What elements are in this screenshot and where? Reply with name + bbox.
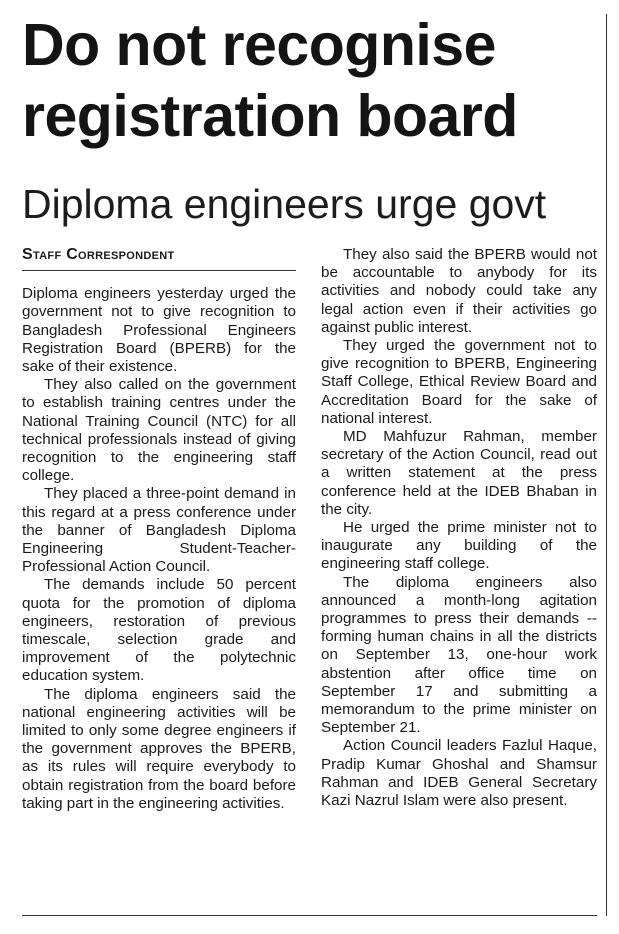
byline: Staff Correspondent — [22, 246, 296, 271]
paragraph: They placed a three-point demand in this regard at a press conference under the banner of Bangladesh Diploma Engineering Student-Teacher- Professional Action Council. — [22, 485, 296, 576]
paragraph: They also said the BPERB would not be accountable to anybody for its activities and nobody could take any legal action even if their activities go against public interest. — [321, 246, 597, 336]
paragraph: MD Mahfuzur Rahman, member secretary of the Action Council, read out a written statement at the press conference held at the IDEB Bhaban in the city. — [321, 428, 597, 518]
article-column-right — [321, 246, 597, 810]
paragraph: He urged the prime minister not to inaugurate any building of the engineering staff college. — [321, 519, 597, 573]
column-divider-right — [606, 14, 607, 916]
headline-line-2: registration board — [22, 83, 518, 149]
bottom-rule — [22, 915, 597, 916]
paragraph: The demands include 50 percent quota for the promotion of diploma engineers, restoration of previous timescale, selection grade and improvement of the polytechnic education system. — [22, 576, 296, 685]
paragraph: They urged the government not to give recognition to BPERB, Engineering Staff College, Ethical Review Board and Accreditation Board for the sake of national interest. — [321, 337, 597, 427]
paragraph: Action Council leaders Fazlul Haque, Pradip Kumar Ghoshal and Shamsur Rahman and IDEB General Secretary Kazi Nazrul Islam were also present. — [321, 737, 597, 810]
paragraph: They also called on the government to establish training centres under the National Training Council (NTC) for all technical professionals instead of giving recognition to the engineering staff college. — [22, 376, 296, 485]
paragraph: Diploma engineers yesterday urged the government not to give recognition to Bangladesh Professional Engineers Registration Board (BPERB) for the sake of their existence. — [22, 285, 296, 376]
headline — [22, 10, 602, 152]
subheadline: Diploma engineers urge govt — [22, 181, 547, 227]
headline-line-1: Do not recognise — [22, 12, 496, 78]
article-column-left — [22, 246, 296, 813]
paragraph: The diploma engineers said the national engineering activities will be limited to only some degree engineers if the government approves the BPERB, as its rules will require everybody to obtain registration from the board before taking part in the engineering activities. — [22, 685, 296, 812]
paragraph: The diploma engineers also announced a month-long agitation programmes to press their demands -- forming human chains in all the districts on September 13, one-hour work abstention after office time on September 17 and submitting a memorandum to the prime minister on September 21. — [321, 573, 597, 737]
